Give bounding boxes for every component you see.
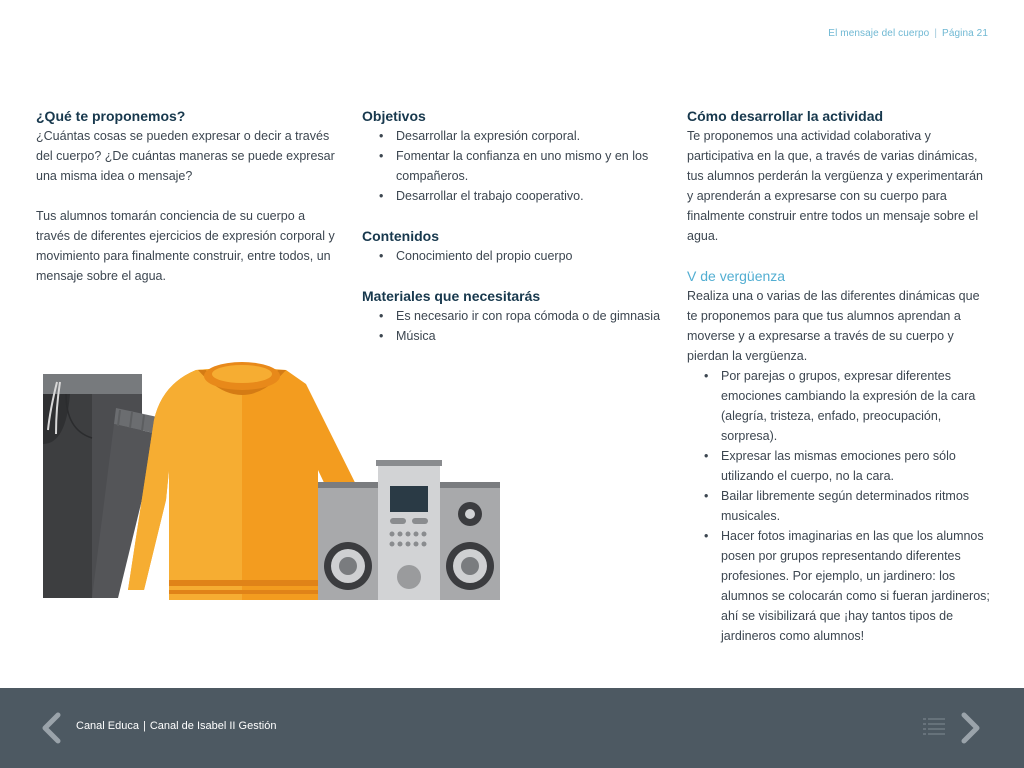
list-item: • Conocimiento del propio cuerpo [396,246,662,266]
objectives-list [362,126,662,206]
footer-brand [76,720,276,732]
contents-list [362,246,662,266]
proposal-paragraph-1: ¿Cuántas cosas se pueden expresar o decir a través del cuerpo? ¿De cuántas maneras se puede expresar una misma idea o mensaje? [36,129,335,183]
list-item: • Expresar las mismas emociones pero sólo utilizando el cuerpo, no la cara. [721,446,992,486]
objectives-title: Objetivos [362,108,426,124]
header-section: El mensaje del cuerpo [828,28,930,39]
clothes-and-stereo-illustration [36,360,506,605]
footer-brand-canal-educa[interactable]: Canal Educa [76,720,139,732]
activity-subtitle: V de vergüenza [687,268,786,284]
header-separator: | [934,28,938,39]
column-proposal [36,106,336,286]
activity-sub-intro: Realiza una o varias de las diferentes dinámicas que te proponemos para que tus alumnos aprendan a moverse y a expresarse a través de su cuerpo y pierdan la vergüenza. [687,289,980,363]
list-item: • Fomentar la confianza en uno mismo y en los compañeros. [396,146,662,186]
materials-list [362,306,662,346]
footer-bar [0,688,1024,768]
list-icon[interactable] [922,717,946,737]
list-item: • Por parejas o grupos, expresar diferentes emociones cambiando la expresión de la cara (alegría, tristeza, enfado, preocupación, sorpresa). [721,366,992,446]
activity-title: Cómo desarrollar la actividad [687,108,884,124]
header-page-number: Página 21 [942,28,988,39]
list-item: • Música [396,326,662,346]
running-header [828,28,988,39]
chevron-left-icon[interactable] [38,712,62,744]
list-item: • Hacer fotos imaginarias en las que los alumnos posen por grupos representando diferentes profesiones. Por ejemplo, un jardinero: los alumnos se colocarán como si fueran jardineros; ahí se visibilizará que ¡hay tantos tipos de jardineros como alumnos! [721,526,992,646]
contents-title: Contenidos [362,228,439,244]
materials-title: Materiales que necesitarás [362,288,541,304]
activity-intro: Te proponemos una actividad colaborativa y participativa en la que, a través de varias dinámicas, tus alumnos perderán la vergüenza y experimentarán y aprenderán a expresarse con su cuerpo para finalmente construir entre todos un mensaje sobre el agua. [687,129,984,243]
list-item: • Es necesario ir con ropa cómoda o de gimnasia [396,306,662,326]
column-objectives [362,106,662,346]
list-item: • Bailar libremente según determinados ritmos musicales. [721,486,992,526]
proposal-paragraph-2: Tus alumnos tomarán conciencia de su cuerpo a través de diferentes ejercicios de expresión corporal y movimiento para finalmente construir, entre todos, un mensaje sobre el agua. [36,209,335,283]
dynamics-list [687,366,992,646]
footer-separator: | [143,720,146,732]
list-item: • Desarrollar el trabajo cooperativo. [396,186,662,206]
chevron-right-icon[interactable] [960,712,984,744]
proposal-title: ¿Qué te proponemos? [36,108,186,124]
column-activity [687,106,992,646]
list-item: • Desarrollar la expresión corporal. [396,126,662,146]
footer-brand-canal-isabel[interactable]: Canal de Isabel II Gestión [149,720,277,732]
